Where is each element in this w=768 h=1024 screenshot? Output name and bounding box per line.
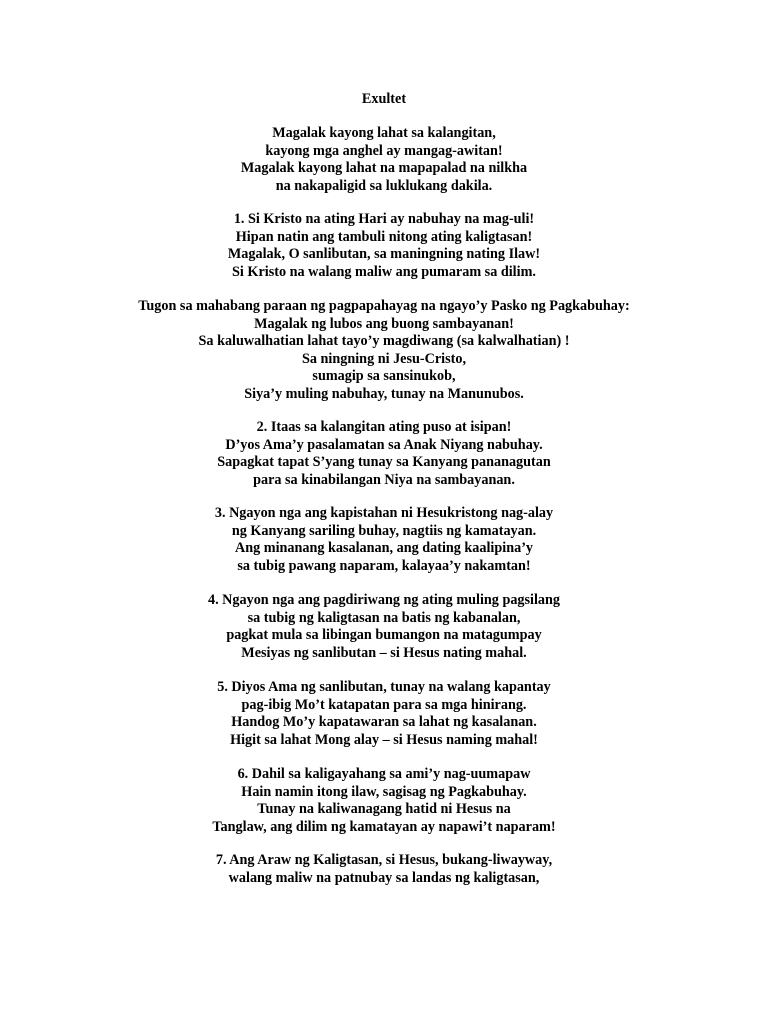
verse-line: Si Kristo na walang maliw ang pumaram sa dilim. (232, 263, 536, 280)
verse-line: sa tubig pawang naparam, kalayaa’y nakamtan! (237, 557, 531, 574)
verse-line: walang maliw na patnubay sa landas ng kaligtasan, (228, 869, 540, 886)
verse-line: 4. Ngayon nga ang pagdiriwang ng ating muling pagsilang (207, 592, 561, 608)
stanza (0, 125, 768, 195)
verse-line: 2. Itaas sa kalangitan ating puso at isipan! (256, 419, 512, 435)
verse-line: Sa ningning ni Jesu-Cristo, (302, 350, 466, 367)
verse-line: Hipan natin ang tambuli nitong ating kaligtasan! (235, 228, 533, 245)
stanza (0, 505, 768, 575)
verse-line: 5. Diyos Ama ng sanlibutan, tunay na walang kapantay (217, 679, 551, 695)
stanza (0, 211, 768, 281)
verse-line: ng Kanyang sariling buhay, nagtiis ng kamatayan. (231, 522, 537, 539)
verse-line: pag-ibig Mo’t katapatan para sa mga hinirang. (241, 696, 527, 713)
verse-line: Siya’y muling nabuhay, tunay na Manunubos. (244, 385, 524, 402)
stanza (0, 298, 768, 403)
stanza (0, 679, 768, 749)
verse-line: na nakapaligid sa luklukang dakila. (275, 177, 493, 194)
verse-line: Mesiyas ng sanlibutan – si Hesus nating mahal. (241, 644, 527, 661)
verse-line: Handog Mo’y kapatawaran sa lahat ng kasalanan. (231, 714, 537, 730)
verse-line: Tunay na kaliwanagang hatid ni Hesus na (257, 801, 511, 817)
verse-line: 1. Si Kristo na ating Hari ay nabuhay na mag-uli! (233, 211, 535, 227)
stanza (0, 419, 768, 489)
verse-line: Sapagkat tapat S’yang tunay sa Kanyang pananagutan (217, 454, 551, 470)
verse-line: kayong mga anghel ay mangag-awitan! (265, 142, 503, 159)
verse-line: Ang minanang kasalanan, ang dating kaalipina’y (234, 540, 534, 556)
verse-line: Tugon sa mahabang paraan ng pagpapahayag na ngayo’y Pasko ng Pagkabuhay: (138, 298, 630, 314)
verse-line: para sa kinabilangan Niya na sambayanan. (253, 471, 515, 488)
verse-line: Magalak ng lubos ang buong sambayanan! (254, 315, 514, 332)
verse-line: sa tubig ng kaligtasan na batis ng kabanalan, (247, 609, 521, 626)
verse-line: 6. Dahil sa kaligayahang sa ami’y nag-uumapaw (237, 766, 531, 782)
verse-line: 3. Ngayon nga ang kapistahan ni Hesukristong nag-alay (214, 505, 554, 521)
verse-line: Higit sa lahat Mong alay – si Hesus naming mahal! (230, 731, 538, 748)
stanza (0, 592, 768, 662)
verse-line: sumagip sa sansinukob, (312, 368, 456, 384)
verse-line: Magalak kayong lahat sa kalangitan, (272, 125, 496, 141)
verse-line: Magalak, O sanlibutan, sa maningning nating Ilaw! (227, 246, 541, 262)
verse-line: Sa kaluwalhatian lahat tayo’y magdiwang (sa kalwalhatian) ! (198, 333, 570, 349)
stanza (0, 852, 768, 887)
stanza (0, 766, 768, 836)
verse-line: pagkat mula sa libingan bumangon na matagumpay (226, 627, 542, 643)
verse-line: D’yos Ama’y pasalamatan sa Anak Niyang nabuhay. (225, 436, 543, 453)
verse-line: Hain namin itong ilaw, sagisag ng Pagkabuhay. (241, 783, 527, 800)
verse-line: Magalak kayong lahat na mapapalad na nilkha (240, 160, 528, 176)
verse-line: 7. Ang Araw ng Kaligtasan, si Hesus, bukang-liwayway, (215, 852, 553, 868)
page-title: Exultet (361, 91, 407, 107)
verse-line: Tanglaw, ang dilim ng kamatayan ay napawi’t naparam! (212, 818, 556, 835)
